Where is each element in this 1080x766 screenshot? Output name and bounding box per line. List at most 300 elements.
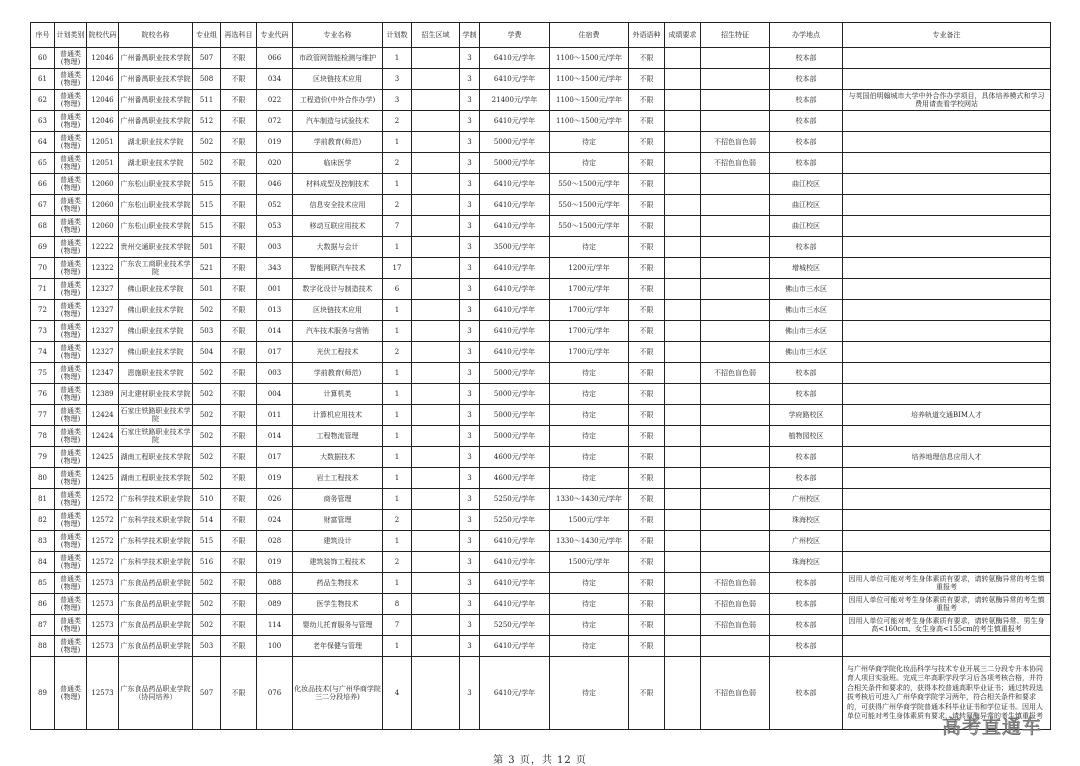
cell-feature [701, 48, 770, 69]
cell-subject: 不限 [221, 237, 257, 258]
table-row [31, 531, 1051, 552]
cell-seq: 78 [31, 426, 55, 447]
cell-score [665, 384, 701, 405]
table-row [31, 174, 1051, 195]
table-row [31, 90, 1051, 111]
cell-lodging: 1700元/学年 [550, 321, 629, 342]
cell-subject: 不限 [221, 594, 257, 615]
cell-plan-count: 7 [383, 216, 412, 237]
cell-tuition: 6410元/学年 [480, 111, 550, 132]
cell-plan-count: 1 [383, 384, 412, 405]
table-row [31, 594, 1051, 615]
cell-score [665, 342, 701, 363]
cell-major-code: 089 [257, 594, 293, 615]
cell-group: 512 [193, 111, 221, 132]
cell-subject: 不限 [221, 342, 257, 363]
cell-school-code: 12572 [87, 489, 119, 510]
cell-plan-count: 7 [383, 615, 412, 636]
cell-major-name: 汽车技术服务与营销 [293, 321, 383, 342]
cell-lodging: 待定 [550, 447, 629, 468]
cell-plan-count: 2 [383, 111, 412, 132]
cell-school-name: 贵州交通职业技术学院 [119, 237, 193, 258]
cell-feature: 不招色盲色弱 [701, 153, 770, 174]
cell-years: 3 [460, 300, 480, 321]
cell-score [665, 153, 701, 174]
cell-region [412, 510, 460, 531]
cell-remark [843, 363, 1051, 384]
cell-remark [843, 468, 1051, 489]
cell-category: 普通类(物理) [55, 426, 87, 447]
header-subject: 再选科目 [221, 23, 257, 48]
cell-school-name: 广州番禺职业技术学院 [119, 111, 193, 132]
cell-major-name: 区块链技术应用 [293, 69, 383, 90]
cell-school-code: 12327 [87, 321, 119, 342]
cell-subject: 不限 [221, 468, 257, 489]
cell-remark: 因用人单位可能对考生身体素质有要求，请转氨酶异常的考生慎重报考 [843, 594, 1051, 615]
cell-years: 3 [460, 132, 480, 153]
cell-region [412, 174, 460, 195]
cell-language: 不限 [629, 321, 665, 342]
cell-major-name: 大数据技术 [293, 447, 383, 468]
cell-major-code: 053 [257, 216, 293, 237]
cell-years: 3 [460, 489, 480, 510]
cell-category: 普通类(物理) [55, 258, 87, 279]
cell-major-name: 财富管理 [293, 510, 383, 531]
header-major-code: 专业代码 [257, 23, 293, 48]
cell-category: 普通类(物理) [55, 48, 87, 69]
cell-years: 3 [460, 657, 480, 730]
cell-remark [843, 111, 1051, 132]
cell-subject: 不限 [221, 573, 257, 594]
cell-subject: 不限 [221, 279, 257, 300]
cell-score [665, 279, 701, 300]
cell-school-name: 广东松山职业技术学院 [119, 174, 193, 195]
cell-subject: 不限 [221, 531, 257, 552]
cell-plan-count: 2 [383, 510, 412, 531]
cell-lodging: 1700元/学年 [550, 342, 629, 363]
cell-plan-count: 1 [383, 489, 412, 510]
cell-remark [843, 153, 1051, 174]
cell-score [665, 363, 701, 384]
cell-major-code: 088 [257, 573, 293, 594]
cell-plan-count: 1 [383, 321, 412, 342]
cell-plan-count: 3 [383, 90, 412, 111]
cell-major-code: 052 [257, 195, 293, 216]
cell-years: 3 [460, 69, 480, 90]
cell-tuition: 6410元/学年 [480, 48, 550, 69]
cell-lodging: 待定 [550, 636, 629, 657]
cell-language: 不限 [629, 258, 665, 279]
cell-score [665, 657, 701, 730]
cell-remark [843, 258, 1051, 279]
cell-lodging: 550～1500元/学年 [550, 195, 629, 216]
cell-region [412, 321, 460, 342]
cell-score [665, 132, 701, 153]
cell-region [412, 405, 460, 426]
table-row [31, 657, 1051, 730]
cell-language: 不限 [629, 174, 665, 195]
cell-category: 普通类(物理) [55, 447, 87, 468]
cell-school-name: 广东松山职业技术学院 [119, 195, 193, 216]
cell-location: 珠海校区 [770, 552, 843, 573]
cell-score [665, 111, 701, 132]
cell-group: 502 [193, 153, 221, 174]
cell-location: 校本部 [770, 615, 843, 636]
cell-category: 普通类(物理) [55, 594, 87, 615]
cell-school-code: 12046 [87, 111, 119, 132]
cell-region [412, 447, 460, 468]
cell-tuition: 6410元/学年 [480, 216, 550, 237]
cell-school-code: 12060 [87, 216, 119, 237]
cell-remark [843, 531, 1051, 552]
cell-region [412, 615, 460, 636]
header-years: 学制 [460, 23, 480, 48]
cell-subject: 不限 [221, 510, 257, 531]
table-row [31, 636, 1051, 657]
cell-seq: 60 [31, 48, 55, 69]
cell-language: 不限 [629, 510, 665, 531]
cell-major-code: 019 [257, 552, 293, 573]
cell-category: 普通类(物理) [55, 405, 87, 426]
table-row [31, 321, 1051, 342]
cell-remark: 培养地理信息应用人才 [843, 447, 1051, 468]
cell-score [665, 237, 701, 258]
table-row [31, 132, 1051, 153]
cell-region [412, 279, 460, 300]
cell-seq: 76 [31, 384, 55, 405]
header-language: 外语语种 [629, 23, 665, 48]
cell-subject: 不限 [221, 615, 257, 636]
cell-plan-count: 8 [383, 594, 412, 615]
cell-location: 佛山市三水区 [770, 342, 843, 363]
cell-tuition: 5250元/学年 [480, 489, 550, 510]
cell-tuition: 6410元/学年 [480, 531, 550, 552]
cell-category: 普通类(物理) [55, 90, 87, 111]
cell-school-name: 广东食品药品职业学院 [119, 594, 193, 615]
table-row [31, 216, 1051, 237]
cell-score [665, 405, 701, 426]
cell-feature [701, 195, 770, 216]
cell-location: 校本部 [770, 153, 843, 174]
cell-tuition: 6410元/学年 [480, 636, 550, 657]
cell-plan-count: 1 [383, 300, 412, 321]
cell-lodging: 待定 [550, 405, 629, 426]
cell-remark [843, 195, 1051, 216]
cell-score [665, 195, 701, 216]
table-header-row [31, 23, 1051, 48]
cell-lodging: 550～1500元/学年 [550, 174, 629, 195]
cell-score [665, 258, 701, 279]
cell-language: 不限 [629, 594, 665, 615]
cell-school-name: 广东食品药品职业学院 [119, 615, 193, 636]
cell-score [665, 468, 701, 489]
cell-subject: 不限 [221, 363, 257, 384]
cell-score [665, 510, 701, 531]
cell-major-code: 022 [257, 90, 293, 111]
cell-location: 珠海校区 [770, 510, 843, 531]
cell-school-name: 广东科学技术职业学院 [119, 552, 193, 573]
cell-location: 学府路校区 [770, 405, 843, 426]
cell-major-name: 计算机应用技术 [293, 405, 383, 426]
cell-tuition: 6410元/学年 [480, 279, 550, 300]
cell-category: 普通类(物理) [55, 237, 87, 258]
table-row [31, 426, 1051, 447]
cell-school-code: 12327 [87, 300, 119, 321]
cell-lodging: 1500元/学年 [550, 552, 629, 573]
cell-subject: 不限 [221, 657, 257, 730]
cell-region [412, 552, 460, 573]
cell-plan-count: 2 [383, 153, 412, 174]
cell-language: 不限 [629, 111, 665, 132]
cell-language: 不限 [629, 69, 665, 90]
cell-location: 校本部 [770, 594, 843, 615]
cell-score [665, 573, 701, 594]
cell-tuition: 5000元/学年 [480, 363, 550, 384]
cell-major-code: 066 [257, 48, 293, 69]
cell-tuition: 5000元/学年 [480, 153, 550, 174]
cell-major-code: 011 [257, 405, 293, 426]
cell-region [412, 531, 460, 552]
cell-major-code: 003 [257, 237, 293, 258]
cell-group: 515 [193, 195, 221, 216]
cell-feature [701, 111, 770, 132]
cell-major-name: 汽车制造与试验技术 [293, 111, 383, 132]
cell-plan-count: 1 [383, 426, 412, 447]
cell-school-name: 广东农工商职业技术学院 [119, 258, 193, 279]
cell-lodging: 待定 [550, 657, 629, 730]
cell-score [665, 531, 701, 552]
cell-language: 不限 [629, 552, 665, 573]
cell-major-name: 学前教育(师范) [293, 363, 383, 384]
cell-feature [701, 174, 770, 195]
cell-major-name: 婴幼儿托育服务与管理 [293, 615, 383, 636]
cell-location: 校本部 [770, 132, 843, 153]
cell-group: 514 [193, 510, 221, 531]
cell-language: 不限 [629, 342, 665, 363]
cell-school-code: 12046 [87, 48, 119, 69]
cell-major-name: 建筑装饰工程技术 [293, 552, 383, 573]
cell-subject: 不限 [221, 636, 257, 657]
header-location: 办学地点 [770, 23, 843, 48]
cell-tuition: 5250元/学年 [480, 615, 550, 636]
cell-lodging: 1700元/学年 [550, 300, 629, 321]
cell-school-name: 佛山职业技术学院 [119, 300, 193, 321]
cell-seq: 83 [31, 531, 55, 552]
cell-years: 3 [460, 426, 480, 447]
cell-plan-count: 1 [383, 363, 412, 384]
cell-group: 521 [193, 258, 221, 279]
cell-plan-count: 1 [383, 48, 412, 69]
cell-region [412, 153, 460, 174]
cell-years: 3 [460, 552, 480, 573]
cell-feature: 不招色盲色弱 [701, 615, 770, 636]
cell-lodging: 1500元/学年 [550, 510, 629, 531]
cell-tuition: 5000元/学年 [480, 426, 550, 447]
cell-group: 502 [193, 384, 221, 405]
table-row [31, 48, 1051, 69]
cell-major-name: 工程物流管理 [293, 426, 383, 447]
cell-region [412, 636, 460, 657]
cell-school-code: 12051 [87, 132, 119, 153]
cell-remark [843, 69, 1051, 90]
cell-location: 广州校区 [770, 531, 843, 552]
header-seq: 序号 [31, 23, 55, 48]
cell-score [665, 216, 701, 237]
cell-subject: 不限 [221, 426, 257, 447]
cell-lodging: 1100～1500元/学年 [550, 48, 629, 69]
cell-category: 普通类(物理) [55, 132, 87, 153]
cell-location: 增城校区 [770, 258, 843, 279]
cell-tuition: 6410元/学年 [480, 573, 550, 594]
cell-major-name: 区块链技术应用 [293, 300, 383, 321]
cell-school-name: 佛山职业技术学院 [119, 342, 193, 363]
cell-category: 普通类(物理) [55, 111, 87, 132]
cell-region [412, 195, 460, 216]
cell-remark: 因用人单位可能对考生身体素质有要求，请转氨酶异常的考生慎重报考 [843, 573, 1051, 594]
cell-language: 不限 [629, 300, 665, 321]
cell-category: 普通类(物理) [55, 279, 87, 300]
cell-major-code: 004 [257, 384, 293, 405]
cell-school-name: 广东食品药品职业学院 [119, 636, 193, 657]
cell-category: 普通类(物理) [55, 195, 87, 216]
cell-years: 3 [460, 216, 480, 237]
cell-subject: 不限 [221, 195, 257, 216]
cell-major-name: 数字化设计与制造技术 [293, 279, 383, 300]
cell-major-name: 学前教育(师范) [293, 132, 383, 153]
cell-school-code: 12425 [87, 468, 119, 489]
cell-feature: 不招色盲色弱 [701, 657, 770, 730]
cell-remark [843, 321, 1051, 342]
cell-major-code: 024 [257, 510, 293, 531]
cell-location: 校本部 [770, 48, 843, 69]
cell-tuition: 6410元/学年 [480, 657, 550, 730]
cell-school-code: 12347 [87, 363, 119, 384]
cell-major-name: 临床医学 [293, 153, 383, 174]
cell-plan-count: 1 [383, 573, 412, 594]
cell-location: 校本部 [770, 657, 843, 730]
cell-group: 502 [193, 426, 221, 447]
cell-region [412, 468, 460, 489]
cell-major-name: 老年保健与管理 [293, 636, 383, 657]
cell-seq: 65 [31, 153, 55, 174]
cell-category: 普通类(物理) [55, 321, 87, 342]
cell-seq: 85 [31, 573, 55, 594]
table-row [31, 615, 1051, 636]
cell-years: 3 [460, 258, 480, 279]
cell-remark [843, 489, 1051, 510]
cell-remark: 因用人单位可能对考生身体素质有要求，请转氨酶异常、男生身高<160cm、女生身高<155cm的考生慎重报考 [843, 615, 1051, 636]
cell-remark [843, 552, 1051, 573]
cell-group: 502 [193, 615, 221, 636]
cell-school-code: 12060 [87, 195, 119, 216]
cell-score [665, 594, 701, 615]
cell-years: 3 [460, 321, 480, 342]
cell-score [665, 615, 701, 636]
table-row [31, 258, 1051, 279]
cell-major-code: 019 [257, 468, 293, 489]
cell-score [665, 426, 701, 447]
cell-group: 504 [193, 342, 221, 363]
admission-plan-table [30, 22, 1051, 730]
cell-major-code: 013 [257, 300, 293, 321]
cell-remark [843, 300, 1051, 321]
cell-plan-count: 2 [383, 342, 412, 363]
cell-feature [701, 531, 770, 552]
cell-major-name: 化妆品技术(与广州华商学院三二分段培养) [293, 657, 383, 730]
cell-region [412, 573, 460, 594]
cell-subject: 不限 [221, 174, 257, 195]
cell-category: 普通类(物理) [55, 657, 87, 730]
cell-lodging: 待定 [550, 237, 629, 258]
cell-language: 不限 [629, 363, 665, 384]
cell-major-name: 岩土工程技术 [293, 468, 383, 489]
cell-years: 3 [460, 447, 480, 468]
cell-feature: 不招色盲色弱 [701, 132, 770, 153]
cell-major-code: 034 [257, 69, 293, 90]
cell-lodging: 1330～1430元/学年 [550, 489, 629, 510]
cell-seq: 82 [31, 510, 55, 531]
cell-seq: 77 [31, 405, 55, 426]
cell-major-code: 046 [257, 174, 293, 195]
cell-lodging: 待定 [550, 426, 629, 447]
cell-years: 3 [460, 531, 480, 552]
cell-feature [701, 447, 770, 468]
cell-subject: 不限 [221, 111, 257, 132]
cell-tuition: 5250元/学年 [480, 510, 550, 531]
cell-school-name: 湖北职业技术学院 [119, 132, 193, 153]
cell-lodging: 待定 [550, 132, 629, 153]
cell-plan-count: 1 [383, 468, 412, 489]
cell-major-code: 001 [257, 279, 293, 300]
cell-plan-count: 3 [383, 69, 412, 90]
cell-major-code: 014 [257, 321, 293, 342]
cell-major-name: 药品生物技术 [293, 573, 383, 594]
cell-remark [843, 636, 1051, 657]
cell-seq: 88 [31, 636, 55, 657]
cell-lodging: 待定 [550, 615, 629, 636]
cell-location: 校本部 [770, 468, 843, 489]
cell-school-name: 广东科学技术职业学院 [119, 531, 193, 552]
cell-group: 511 [193, 90, 221, 111]
cell-score [665, 636, 701, 657]
cell-years: 3 [460, 48, 480, 69]
cell-score [665, 174, 701, 195]
cell-remark [843, 384, 1051, 405]
cell-feature [701, 300, 770, 321]
table-row [31, 552, 1051, 573]
header-region: 招生区域 [412, 23, 460, 48]
cell-lodging: 1700元/学年 [550, 279, 629, 300]
header-plan-count: 计划数 [383, 23, 412, 48]
table-row [31, 69, 1051, 90]
cell-region [412, 111, 460, 132]
cell-plan-count: 1 [383, 447, 412, 468]
cell-remark [843, 132, 1051, 153]
cell-plan-count: 1 [383, 174, 412, 195]
cell-location: 校本部 [770, 69, 843, 90]
cell-category: 普通类(物理) [55, 552, 87, 573]
cell-seq: 61 [31, 69, 55, 90]
cell-major-code: 017 [257, 342, 293, 363]
cell-plan-count: 2 [383, 195, 412, 216]
cell-major-code: 026 [257, 489, 293, 510]
cell-category: 普通类(物理) [55, 636, 87, 657]
cell-region [412, 657, 460, 730]
cell-major-name: 智能网联汽车技术 [293, 258, 383, 279]
cell-category: 普通类(物理) [55, 468, 87, 489]
cell-subject: 不限 [221, 447, 257, 468]
cell-language: 不限 [629, 468, 665, 489]
